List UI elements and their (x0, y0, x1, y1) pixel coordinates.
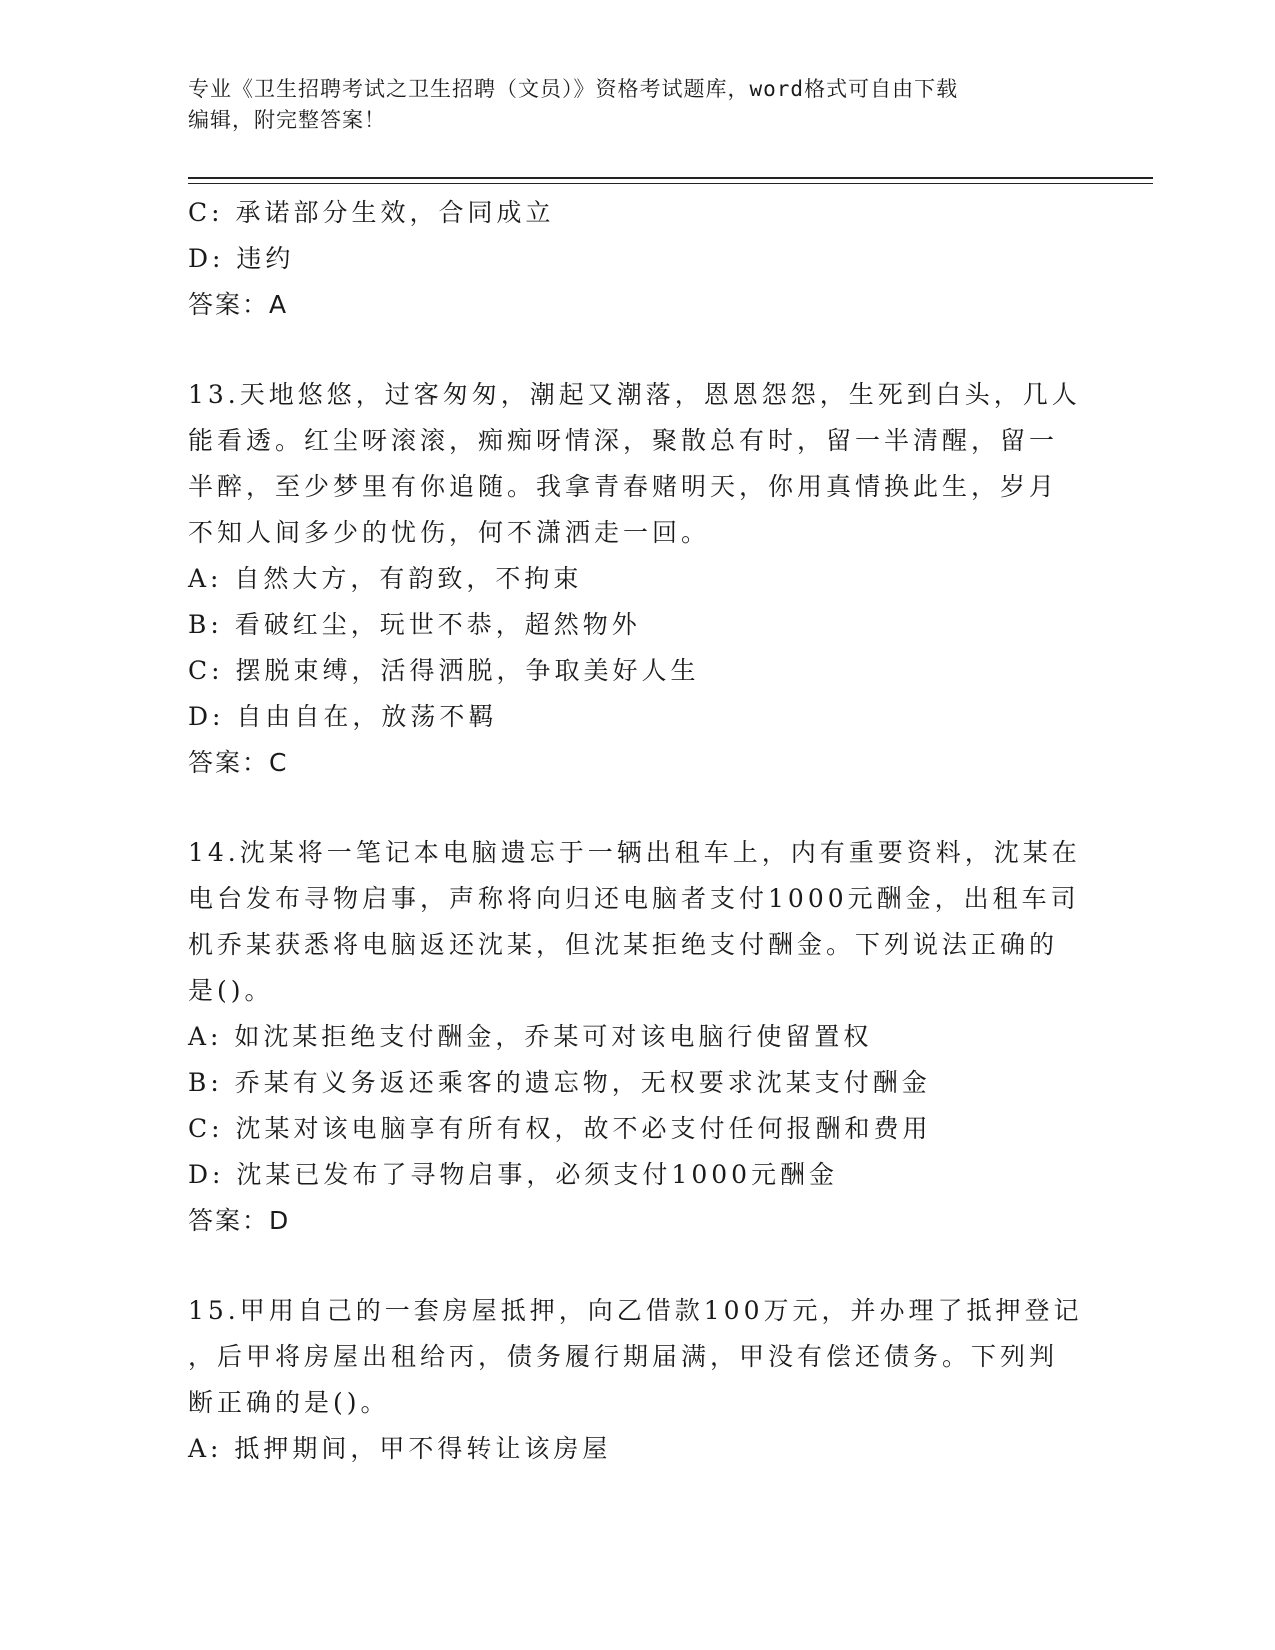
question-text-line: 13.天地悠悠，过客匆匆，潮起又潮落，恩恩怨怨，生死到白头，几人 (188, 380, 1081, 409)
question-text-line: 半醉，至少梦里有你追随。我拿青春赌明天，你用真情换此生，岁月 (188, 472, 1059, 501)
option-d: D: 违约 (188, 244, 295, 273)
option-b: B: 乔某有义务返还乘客的遗忘物，无权要求沈某支付酬金 (188, 1068, 931, 1097)
question-text-line: 14.沈某将一笔记本电脑遗忘于一辆出租车上，内有重要资料，沈某在 (188, 838, 1081, 867)
header-line-1: 专业《卫生招聘考试之卫生招聘（文员）》资格考试题库，word格式可自由下载 (188, 77, 959, 101)
question-text-line: 能看透。红尘呀滚滚，痴痴呀情深，聚散总有时，留一半清醒，留一 (188, 426, 1059, 455)
option-c: C: 沈某对该电脑享有所有权，故不必支付任何报酬和费用 (188, 1114, 932, 1143)
question-14 (188, 830, 1088, 1244)
question-text-line: 15.甲用自己的一套房屋抵押，向乙借款100万元，并办理了抵押登记 (188, 1296, 1083, 1325)
answer-line: 答案：A (188, 290, 289, 319)
option-d: D: 沈某已发布了寻物启事，必须支付1000元酬金 (188, 1160, 839, 1189)
question-13 (188, 372, 1088, 786)
option-d: D: 自由自在，放荡不羁 (188, 702, 498, 731)
header-divider-thick (188, 177, 1153, 179)
question-12-tail (188, 190, 1088, 328)
header-divider-thin (188, 183, 1153, 184)
question-15 (188, 1288, 1088, 1472)
option-a: A: 自然大方，有韵致，不拘束 (188, 564, 583, 593)
question-text-line: 是()。 (188, 976, 274, 1005)
question-text-line: 电台发布寻物启事，声称将向归还电脑者支付1000元酬金，出租车司 (188, 884, 1080, 913)
answer-line: 答案：D (188, 1206, 291, 1235)
document-body (188, 190, 1088, 1472)
question-text-line: 断正确的是()。 (188, 1388, 390, 1417)
option-c: C: 摆脱束缚，活得洒脱，争取美好人生 (188, 656, 700, 685)
answer-line: 答案：C (188, 748, 289, 777)
question-text-line: 机乔某获悉将电脑返还沈某，但沈某拒绝支付酬金。下列说法正确的 (188, 930, 1059, 959)
question-text-line: ，后甲将房屋出租给丙，债务履行期届满，甲没有偿还债务。下列判 (188, 1342, 1059, 1371)
option-c: C: 承诺部分生效，合同成立 (188, 198, 555, 227)
header-line-2: 编辑，附完整答案！ (188, 108, 386, 132)
option-a: A: 如沈某拒绝支付酬金，乔某可对该电脑行使留置权 (188, 1022, 873, 1051)
spacer (188, 1244, 1088, 1288)
document-header (188, 74, 1088, 136)
question-text-line: 不知人间多少的忧伤，何不潇洒走一回。 (188, 518, 711, 547)
option-b: B: 看破红尘，玩世不恭，超然物外 (188, 610, 641, 639)
spacer (188, 328, 1088, 372)
spacer (188, 786, 1088, 830)
option-a: A: 抵押期间，甲不得转让该房屋 (188, 1434, 612, 1463)
